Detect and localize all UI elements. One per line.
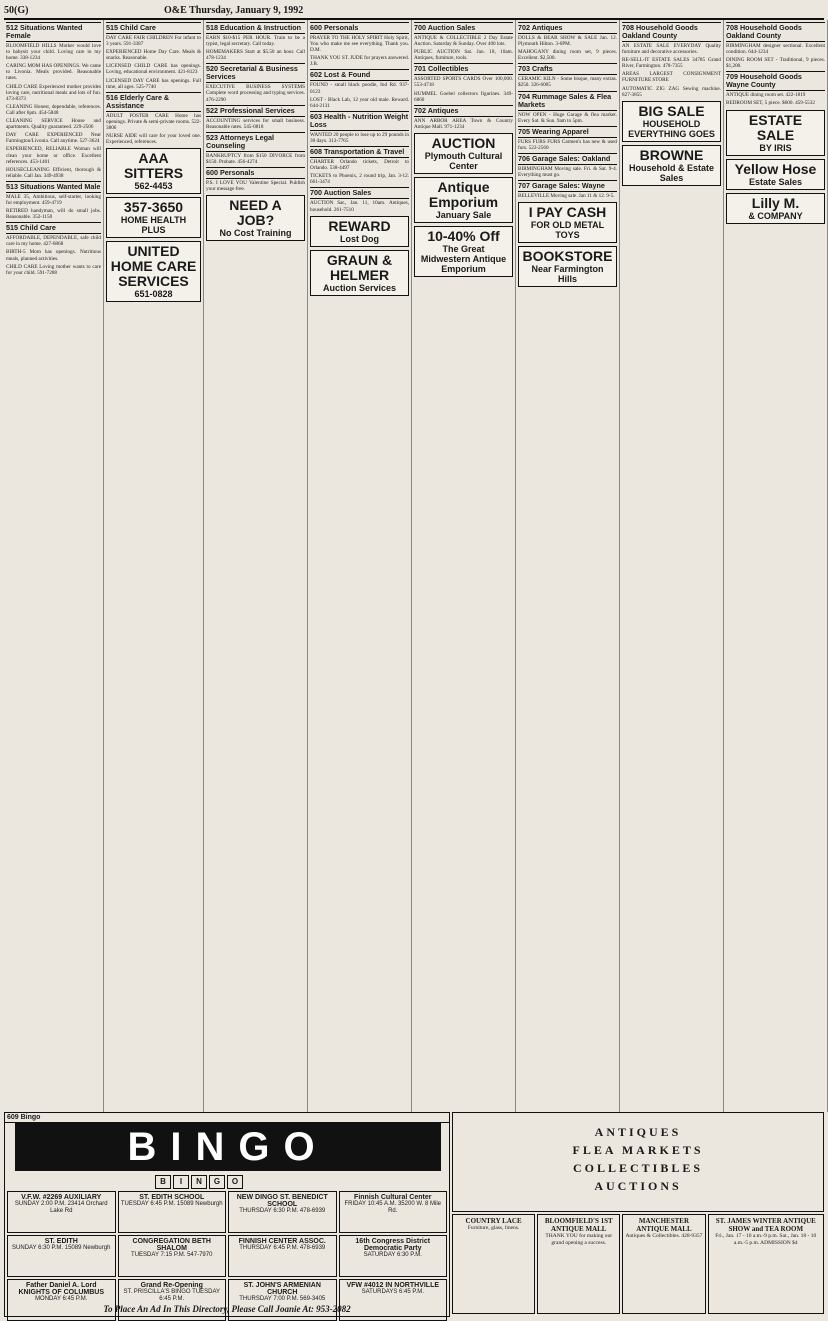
section-heading: 704 Rummage Sales & Flea Markets [518,91,617,111]
classified-ad: CHILD CARE Experienced mother provides loving care, nutritional meals and lots of fun. 473-8373 [6,83,101,102]
classified-ad: TICKETS to Phoenix, 2 round trip, Jan. 3-12. 661-3474 [310,173,409,186]
classified-ad: HOUSECLEANING Efficient, thorough & reliable. Call Jan. 349-4938 [6,166,101,179]
display-ad-title: ESTATE SALE [748,111,803,143]
bingo-listing-name: Father Daniel A. Lord KNIGHTS OF COLUMBUS [18,1282,105,1296]
display-ad-subtitle: 562-4453 [134,181,173,192]
display-ad [726,159,825,190]
antique-banner-line: AUCTIONS [594,1179,682,1193]
section-heading: 523 Attorneys Legal Counseling [206,132,305,152]
antique-banner-line: FLEA MARKETS [572,1143,704,1157]
display-ad [310,216,409,247]
display-ad [622,101,721,142]
display-ad [206,195,305,241]
bingo-listing-name: 16th Congress District Democratic Party [355,1238,431,1252]
bingo-listing [228,1191,337,1233]
antique-ad-title: MANCHESTER ANTIQUE MALL [636,1217,692,1233]
classified-ad: AN ESTATE SALE EVERYDAY Quality furniture and decorative accessories. [622,43,721,56]
antique-ad-text: Furniture, glass, linens. [467,1225,520,1231]
bingo-listing [339,1235,448,1277]
bingo-listing-info: ST. PRISCILLA'S BINGO TUESDAY 6:45 P.M. [123,1289,221,1302]
display-ad-subtitle: HOUSEHOLD EVERYTHING GOES [628,118,715,139]
display-ad-title: BIG SALE [638,102,705,119]
bingo-grid [7,1191,447,1321]
classified-ad: BLOOMFIELD HILLS Mother would love to babysit your child. Loving care in my home. 338-1234 [6,43,101,62]
bingo-listing [228,1235,337,1277]
display-ad [726,193,825,224]
display-ad-title: BOOKSTORE [522,248,613,265]
section-heading: 515 Child Care [106,22,201,34]
bingo-listing-info: MONDAY 6:45 P.M. [35,1296,88,1302]
antique-ad-title: BLOOMFIELD'S 1ST ANTIQUE MALL [544,1217,613,1233]
bingo-listing [7,1235,116,1277]
section-heading: 600 Personals [310,22,409,34]
classified-ad: RETIRED handyman, will do small jobs. Reasonable. 352-1150 [6,208,101,221]
display-ad-title: 10-40% Off [427,227,500,244]
display-ad-title: REWARD [328,217,391,234]
classified-ad: ACCOUNTING services for small business. Reasonable rates. 545-0818 [206,117,305,130]
display-ad [106,241,201,302]
bingo-listing-name: V.F.W. #2269 AUXILIARY [21,1194,102,1201]
bingo-listing-name: ST. JOHN'S ARMENIAN CHURCH [243,1282,321,1296]
section-heading: 522 Professional Services [206,105,305,117]
display-ad-title: NEED A JOB? [229,197,282,229]
antique-ad-title: COUNTRY LACE [465,1217,522,1225]
display-ad-subtitle: Estate Sales [748,176,803,187]
bingo-listing [118,1235,227,1277]
bingo-listing-name: NEW DINGO ST. BENEDICT SCHOOL [236,1194,328,1208]
display-ad-subtitle: Auction Services [322,282,397,293]
bingo-letter: I [173,1175,189,1189]
bingo-listing-name: Finnish Cultural Center [354,1194,432,1201]
section-heading: 707 Garage Sales: Wayne [518,180,617,192]
display-ad-title: AAA SITTERS [123,150,184,182]
classified-ad: FURS FURS FURS Carmen's has new & used furs. 522-2560 [518,138,617,151]
classified-ad: LICENSED CHILD CARE has openings. Loving, educational environment. 421-8123 [106,63,201,76]
antique-ad-title: ST. JAMES WINTER ANTIQUE SHOW and TEA ROOM [715,1217,816,1233]
classified-ad: MAHOGANY dining room set, 9 pieces. Excellent. $2,500. [518,49,617,62]
section-heading: 708 Household Goods Oakland County [622,22,721,42]
bingo-footer: To Place An Ad In This Directory, Please Call Joanie At: 953-2082 [103,1304,351,1314]
classified-ad: PRAYER TO THE HOLY SPIRIT Holy Spirit, You who make me see everything. Thank you. D.M. [310,35,409,54]
section-heading: 516 Elderly Care & Assistance [106,92,201,112]
classified-ad: EXPERIENCED Home Day Care. Meals & snacks. Reasonable. [106,49,201,62]
display-ad-subtitle: FOR OLD METAL TOYS [530,220,605,241]
antique-ads [452,1214,824,1314]
bingo-directory [4,1112,450,1317]
classified-ad: DAY CARE FAIR CHILDREN For infant to 3 years. 591-3387 [106,35,201,48]
bingo-listing-name: CONGREGATION BETH SHALOM [132,1238,211,1252]
section-heading: 600 Personals [206,167,305,179]
section-heading: 708 Household Goods Oakland County [726,22,825,42]
antique-ad-text: Fri., Jan. 17 - 10 a.m.-9 p.m. Sat., Jan. 18 - 10 a.m.-5 p.m. ADMISSION $4 [715,1233,817,1246]
bingo-letter: O [227,1175,243,1189]
antique-banner [452,1112,824,1212]
classified-ad: BELLEVILLE Moving sale. Jan 11 & 12. 9-5. [518,193,615,200]
classified-ad: ANTIQUE & COLLECTIBLE 2 Day Estate Auction. Saturday & Sunday. Over 400 lots. [414,35,513,48]
section-heading: 709 Household Goods Wayne County [726,71,825,91]
display-ad-subtitle: January Sale [435,209,492,220]
display-ad-subtitle: HOME HEALTH PLUS [120,215,187,236]
classified-ad: NURSE AIDE will care for your loved one. Experienced, references. [106,133,201,146]
bingo-listing [228,1279,337,1321]
classified-column [204,20,308,1112]
classified-ad: ANN ARBOR AREA Town & Country Antique Mall. 971-1234 [414,117,513,130]
classified-ad: EXECUTIVE BUSINESS SYSTEMS Complete word processing and typing services. 476-2290 [206,84,305,103]
display-ad-title: 357-3650 [123,199,184,216]
classified-ad: DOLLS & BEAR SHOW & SALE Jan. 12. Plymouth Hilton. 3-6PM. [518,35,617,48]
antique-banner-line: COLLECTIBLES [572,1161,704,1175]
display-ad-title: I PAY CASH [528,204,607,221]
antique-ad [708,1214,824,1314]
classified-ad: DAY CARE EXPERIENCED Near Farmington/Livonia. Call anytime. 527-3624 [6,132,101,145]
classified-ad: BANKRUPTCY from $150 DIVORCE from $150. Probate. 456-4274 [206,152,305,165]
classified-ad: RE-SELL-IT ESTATE SALES 34785 Grand River, Farmington. 478-7355 [622,57,721,70]
classified-ad: WANTED 20 people to lose up to 29 pounds in 30 days. 313-7765 [310,131,409,144]
classified-column [308,20,412,1112]
bingo-listing-name: ST. EDITH SCHOOL [139,1194,205,1201]
classified-ad: AUTOMATIC ZIG ZAG Sewing machine. 827-3855 [622,85,721,98]
display-ad-title: GRAUN & HELMER [326,251,393,283]
bingo-listing [7,1279,116,1321]
classified-ad: CLEANING SERVICE House and apartments. Quality guaranteed. 229-2506 [6,118,101,131]
classified-ad: LICENSED DAY CARE has openings. Full time, all ages. 525-7740 [106,77,201,90]
classified-column [516,20,620,1112]
classified-ad: BIRMINGHAM Moving sale. Fri. & Sat. 9-4. Everything must go. [518,165,617,179]
section-heading: 512 Situations Wanted Female [6,22,101,42]
display-ad-subtitle: BY IRIS [759,142,792,153]
display-ad [726,110,825,156]
display-ad-subtitle: 651-0828 [134,289,173,300]
classified-ad: AUCTION Sat., Jan. 11, 10am. Antiques, household. 261-7510 [310,200,409,213]
antique-ad [537,1214,620,1314]
section-heading: 700 Auction Sales [414,22,513,34]
display-ad [106,148,201,194]
display-ad [414,177,513,223]
display-ad-title: BROWNE [639,146,704,163]
bingo-letter: G [209,1175,225,1189]
bingo-listing-info: THURSDAY 6:45 P.M. 478-6939 [239,1245,326,1251]
bingo-letter: B [155,1175,171,1189]
section-heading: 603 Health - Nutrition Weight Loss [310,111,409,129]
section-heading: 515 Child Care [6,222,101,234]
classified-ad: CERAMIC KILN - Some bisque, many extras. $250. 326-6005 [518,76,617,89]
classified-column [4,20,104,1112]
bingo-listing-info: SUNDAY 6:30 P.M. 15089 Newburgh [12,1245,111,1251]
antique-banner-line: ANTIQUES [594,1125,682,1139]
section-heading: 703 Crafts [518,63,617,75]
classified-ad: THANK YOU ST. JUDE for prayers answered. J.B. [310,55,409,68]
bingo-listing-info: TUESDAY 6:45 P.M. 15089 Newburgh [120,1201,223,1207]
classified-column [620,20,724,1112]
bingo-listing-name: Grand Re-Opening [140,1282,203,1289]
bingo-listing [339,1279,448,1321]
classified-ad: LOST - Black Lab, 12 year old male. Reward. 644-2131 [310,96,409,109]
display-ad [310,250,409,296]
classified-ad: HOMEMAKERS Start at $5.50 an hour. Call 478-1234 [206,49,305,62]
bingo-listing-name: ST. EDITH [44,1238,78,1245]
section-heading: 520 Secretarial & Business Services [206,63,305,83]
section-heading: 701 Collectibles [414,63,513,75]
display-ad-subtitle: Household & Estate Sales [628,162,714,183]
bingo-listing-info: SATURDAYS 6:45 P.M. [361,1289,424,1295]
display-ad-subtitle: No Cost Training [219,228,292,239]
classified-column [412,20,516,1112]
bingo-banner: BINGO [15,1123,441,1171]
display-ad-subtitle: & COMPANY [748,210,803,221]
bingo-listing-info: SATURDAY 6:30 P.M. [363,1252,422,1258]
section-heading: 702 Antiques [414,105,513,117]
classified-ad: BIRMINGHAM designer sectional. Excellent condition. 644-1234 [726,43,825,56]
section-heading: 705 Wearing Apparel [518,126,617,138]
display-ad-subtitle: Lost Dog [340,233,379,244]
display-ad [414,133,513,174]
section-heading: 706 Garage Sales: Oakland [518,153,617,165]
antique-ad-text: Antiques & Collectibles. 428-9357 [625,1233,703,1239]
display-ad [518,246,617,287]
classified-ad: AREAS LARGEST CONSIGNMENT FURNITURE STORE [622,71,721,84]
classified-ad: CHARTER Orlando tickets, Detroit to Orlando. 538-4497 [310,159,409,172]
bingo-listing-info: SUNDAY 2:00 P.M. 23414 Orchard Lake Rd [14,1201,108,1214]
classified-ad: MALE 35, Ambitious, self-starter, looking for employment. 459-4719 [6,193,101,206]
display-ad-subtitle: Plymouth Cultural Center [424,150,503,171]
classified-column [724,20,828,1112]
classified-ad: CLEANING Honest, dependable, references. Call after 6pm. 454-5848 [6,103,101,116]
classified-ad: ANTIQUE dining room set. 422-1819 [726,92,806,99]
antique-ad [452,1214,535,1314]
antique-ad [622,1214,705,1314]
section-heading: 608 Transportation & Travel [310,146,409,158]
section-heading: 602 Lost & Found [310,69,409,81]
page-header [4,2,824,20]
display-ad-title: AUCTION [431,134,496,151]
antique-ad-text: THANK YOU for making our grand opening a success. [545,1233,613,1246]
classified-ad: DINING ROOM SET - Traditional, 9 pieces. $1,200. [726,57,825,70]
classified-ad: BIRTH-5 Mom has openings. Nutritious meals, planned activities. [6,249,101,262]
display-ad-title: Yellow Hose [734,160,817,177]
display-ad-subtitle: The Great Midwestern Antique Emporium [420,243,507,274]
bingo-listing [118,1191,227,1233]
section-heading: 518 Education & Instruction [206,22,305,34]
display-ad-subtitle: Near Farmington Hills [531,264,604,285]
classified-ad: FOUND - small black poodle, Ind Rd. 937-0123 [310,82,409,95]
bingo-listing [118,1279,227,1321]
display-ad-title: UNITED HOME CARE SERVICES [110,243,197,290]
display-ad [414,226,513,277]
bingo-listing-info: THURSDAY 6:30 P.M. 478-6939 [239,1208,326,1214]
bingo-listing-info: FRIDAY 10:45 A.M. 35200 W. 8 Mile Rd. [344,1201,441,1214]
display-ad [106,197,201,238]
classified-ad: ADULT FOSTER CARE Home has openings. Private & semi-private rooms. 522-3806 [106,112,201,131]
section-heading: 700 Auction Sales [310,187,409,199]
bingo-listing-info: THURSDAY 7:00 P.M. 569-3405 [239,1296,326,1302]
bingo-listing-name: VFW #4012 IN NORTHVILLE [346,1282,440,1289]
classified-ad: P.S. I LOVE YOU Valentine Special. Publish your message free. [206,180,305,193]
display-ad-title: Lilly M. [751,194,800,211]
antique-directory [452,1112,824,1317]
bingo-letter: N [191,1175,207,1189]
section-heading: 702 Antiques [518,22,617,34]
publication-line: O&E Thursday, January 9, 1992 [164,4,304,16]
classified-ad: AFFORDABLE, DEPENDABLE, safe child care in my home. 427-6868 [6,235,101,248]
display-ad [622,145,721,186]
page-number: 50(G) [4,4,29,16]
bingo-listing [7,1191,116,1233]
display-ad [518,202,617,243]
classified-ad: BEDROOM SET, 5 piece. $600. 459-5532 [726,100,815,107]
bingo-listing [339,1191,448,1233]
classified-ad: CARING MOM HAS OPENINGS. We came to Livonia. Meals provided. Reasonable rates. [6,63,101,82]
bingo-section-title: 609 Bingo [5,1113,449,1123]
classified-ad: EARN $10-$15 PER HOUR. Train to be a typist, legal secretary. Call today. [206,35,305,48]
classified-ad: PUBLIC AUCTION Sat. Jan. 18, 10am. Antiques, furniture, tools. [414,49,513,62]
section-heading: 513 Situations Wanted Male [6,181,101,191]
display-ad-title: Antique Emporium [428,178,499,210]
classified-ad: HUMMEL Goebel collectors figurines. 349-6860 [414,90,513,103]
bingo-letters [155,1175,243,1189]
classified-ad: EXPERIENCED, RELIABLE Woman will clean your home or office. Excellent references. 453-1401 [6,146,101,165]
bingo-listing-info: TUESDAY 7:15 P.M. 547-7970 [131,1252,213,1258]
classified-ad: CHILD CARE Loving mother wants to care for your child. 591-7288 [6,263,101,276]
classified-column [104,20,204,1112]
classified-ad: NOW OPEN - Huge Garage & flea market. Every Sat. & Sun. 9am to 5pm. [518,111,617,124]
classified-ad: ASSORTED SPORTS CARDS Over 100,000. 553-4718 [414,76,513,89]
bingo-listing-name: FINNISH CENTER ASSOC. [238,1238,326,1245]
